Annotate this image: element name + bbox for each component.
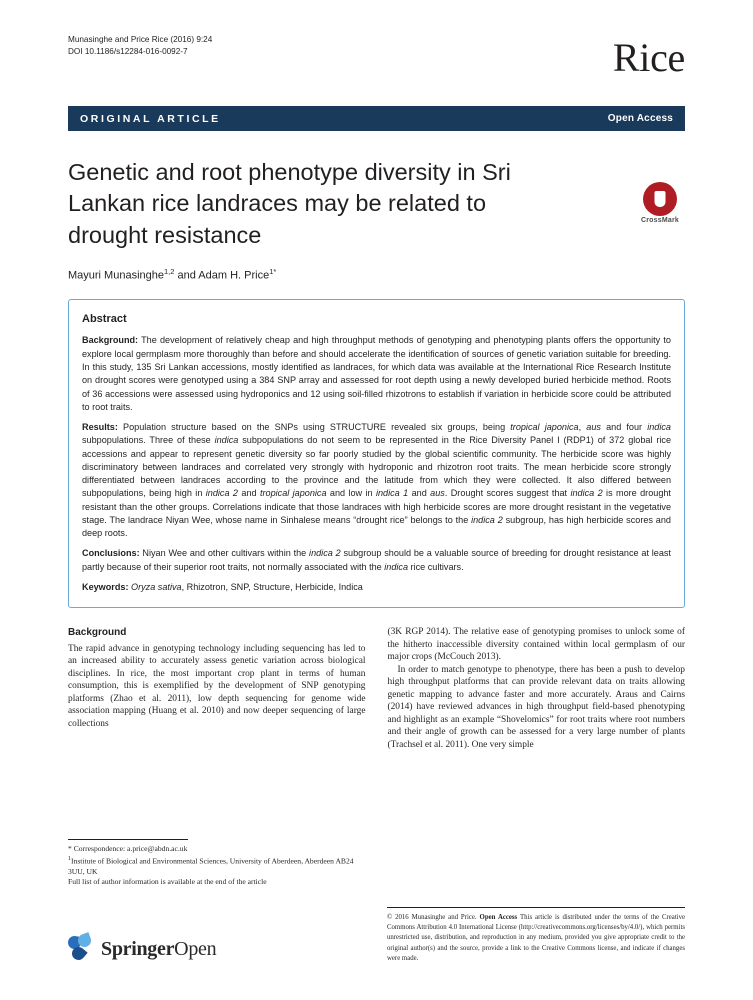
abstract-results-t7: and low in — [326, 488, 376, 499]
springer-word-1: Springer — [101, 937, 175, 960]
abstract-box — [68, 299, 685, 608]
page-header — [68, 0, 685, 80]
abstract-results-t2: , — [578, 422, 587, 433]
abstract-results-t10: is more drought resistant than the other groups. Correlations indicate that those landraces with high herbicide scores are more drought resistant in the vegetative stage. The landrace Niyan Wee, whose name in Sinhalese means “drought rice” belongs to the — [82, 488, 671, 525]
crossmark-icon — [643, 182, 677, 216]
abstract-results-i1: tropical japonica — [510, 422, 579, 433]
abstract-results-i5: indica 2 — [205, 488, 238, 499]
body-column-right — [388, 626, 686, 751]
license-text: This article is distributed under the terms of the Creative Commons Attribution 4.0 International License (http://creativecommons.org/licenses/by/4.0/), which permits unrestricted use, distribution, and reproduction in any medium, provided you give appropriate credit to the original author(s) and the source, provide a link to the Creative Commons license, and indicate if changes were made. — [387, 914, 686, 962]
abstract-conclusions — [82, 547, 671, 574]
body-right-paragraph-1: (3K RGP 2014). The relative ease of genotyping promises to unlock some of the hitherto inaccessible diversity contained within local germplasm of our major crops (McCouch 2013). — [387, 627, 685, 663]
body-column-left — [68, 626, 366, 751]
footnotes — [68, 839, 366, 888]
abstract-results-i3: indica — [647, 422, 671, 433]
journal-logo: Rice — [612, 35, 685, 80]
abstract-keywords-text: , Rhizotron, SNP, Structure, Herbicide, Indica — [181, 581, 363, 592]
license-divider — [387, 907, 685, 908]
open-access-label: Open Access — [607, 113, 673, 124]
affiliation-text: Institute of Biological and Environmental Sciences, University of Aberdeen, Aberdeen AB24 3UU, UK — [68, 856, 354, 876]
abstract-results — [82, 421, 671, 540]
abstract-conclusions-t3: rice cultivars. — [408, 561, 464, 572]
author-list — [68, 267, 685, 282]
crossmark-badge-container[interactable] — [631, 182, 689, 224]
article-type-label: ORIGINAL ARTICLE — [80, 112, 221, 125]
springer-open-logo[interactable] — [68, 934, 216, 964]
body-right-paragraph-2: In order to match genotype to phenotype, there has been a push to develop high throughput platforms that can provide relevant data on traits allowing genetic mapping to advance faster and more accurately. Araus and Cairns (2014) have reviewed advances in high throughput field-based phenotyping and highlight as an example “Shovelomics” for root traits where root numbers and their angle of growth can be assessed for a very large number of plants (Trachsel et al. 2011). One very simple — [387, 664, 685, 750]
abstract-results-t9: . Drought scores suggest that — [444, 488, 571, 499]
footnote-divider — [68, 839, 188, 840]
abstract-heading: Abstract — [82, 313, 127, 326]
abstract-conclusions-t1: Niyan Wee and other cultivars within the — [139, 548, 310, 559]
abstract-conclusions-i1: indica 2 — [309, 548, 341, 559]
abstract-background — [82, 334, 671, 414]
abstract-results-t8: and — [408, 488, 431, 499]
abstract-background-label: Background: — [82, 335, 139, 346]
abstract-results-i10: indica 2 — [471, 514, 503, 525]
copyright-text: © 2016 Munasinghe and Price. — [387, 914, 480, 922]
author-joiner: and — [174, 269, 199, 282]
abstract-results-t5: subpopulations do not seem to be represented in the Rice Diversity Panel I (RDP1) of 372 global rice accessions and appear to represent genetic diversity so far poorly studied by the global scientific community. The herbicide score was highly discriminatory between landraces and correlated very strongly with hydroponic and rhizotron root traits. The mean herbicide score strongly differentiated between landraces according to the province and the latitude from which they were collected. It also differed between subpopulations, being high in — [82, 435, 671, 499]
affiliation-line — [68, 855, 366, 878]
abstract-results-t6: and — [238, 488, 260, 499]
springer-wordmark — [101, 938, 216, 961]
crossmark-label: CrossMark — [641, 217, 679, 224]
abstract-results-i6: tropical japonica — [259, 488, 327, 499]
abstract-results-t1: Population structure based on the SNPs using STRUCTURE revealed six groups, being — [117, 422, 511, 433]
abstract-results-t3: and four — [600, 422, 648, 433]
abstract-results-label: Results: — [82, 422, 118, 433]
abstract-keywords — [82, 581, 671, 594]
abstract-keywords-italic: Oryza sativa — [131, 581, 182, 592]
abstract-results-i2: aus — [586, 422, 601, 433]
author-affil-marker-2: 1* — [269, 266, 277, 276]
body-left-paragraph-1: The rapid advance in genotyping technology including sequencing has led to an increased ability to accurately assess genetic variation across biological disciplines. In rice, the most important crop plant in terms of human consumption, this is exemplified by the development of SNP genotyping platforms (Zhao et al. 2011), low depth sequencing for genome wide association mapping (Huang et al. 2010) and now deeper sequencing of large collections — [68, 643, 366, 729]
abstract-results-i4: indica — [214, 435, 239, 446]
license-block — [387, 907, 685, 964]
abstract-results-i8: aus — [430, 488, 445, 499]
springer-leaf-icon — [68, 934, 94, 964]
abstract-results-t4: subpopulations. Three of these — [82, 435, 215, 446]
article-type-bar — [68, 106, 685, 131]
author-name-1: Mayuri Munasinghe — [68, 269, 164, 282]
doi-text: DOI 10.1186/s12284-016-0092-7 — [68, 46, 188, 56]
springer-word-2: Open — [174, 937, 217, 960]
section-heading-background: Background — [68, 627, 127, 639]
correspondence-line[interactable]: * Correspondence: a.price@abdn.ac.uk — [68, 843, 188, 853]
running-head — [68, 34, 212, 58]
author-name-2: Adam H. Price — [198, 269, 270, 282]
license-open-access-label: Open Access — [479, 914, 518, 922]
running-head-citation: Munasinghe and Price Rice (2016) 9:24 — [68, 35, 213, 44]
full-author-list-note: Full list of author information is available at the end of the article — [68, 877, 267, 887]
abstract-background-text: The development of relatively cheap and high throughput methods of genotyping and phenotyping plants offers the opportunity to explore local germplasm more thoroughly than before and should accelerate the identification of sources of genetic variation suitable for breeding. In this study, 135 Sri Lankan accessions, mostly identified as landraces, for which data was available at the International Rice Research Institute on drought scores were genotyped using a 384 SNP array and assessed for root depth using a newly developed buried herbicide method. Roots of 36 accessions were assessed using hydroponics and 12 using soil-filled rhizotrons to establish if variation in herbicide score could be attributed to root traits. — [82, 335, 671, 412]
abstract-conclusions-label: Conclusions: — [82, 548, 140, 559]
abstract-keywords-label: Keywords: — [82, 581, 129, 592]
abstract-results-i9: indica 2 — [570, 488, 603, 499]
body-columns — [68, 626, 685, 751]
author-affil-marker-1: 1,2 — [164, 266, 175, 276]
affiliation-marker: 1 — [68, 855, 71, 862]
page-title: Genetic and root phenotype diversity in Sri Lankan rice landraces may be related to drought resistance — [68, 159, 511, 248]
abstract-conclusions-i2: indica — [384, 561, 409, 572]
abstract-results-i7: indica 1 — [375, 488, 409, 499]
abstract-conclusions-t2: subgroup should be a valuable source of breeding for drought resistance at least partly because of their superior root traits, not normally associated with the — [82, 548, 671, 572]
abstract-results-t11: subgroup, has high herbicide scores and deep roots. — [82, 514, 671, 539]
